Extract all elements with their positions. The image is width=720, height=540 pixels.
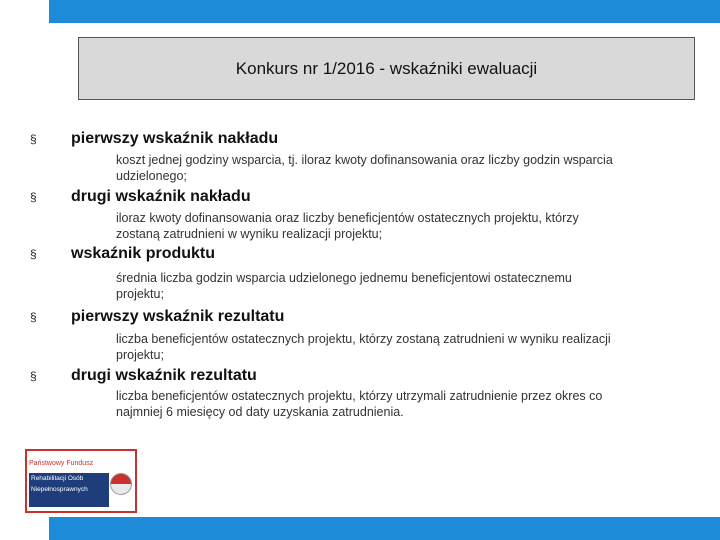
indicator-title: drugi wskaźnik rezultatu (71, 367, 257, 384)
top-accent-bar (49, 0, 720, 23)
indicator-title: pierwszy wskaźnik rezultatu (71, 308, 285, 325)
indicator-description (116, 270, 688, 302)
indicator-description (116, 152, 688, 184)
description-line: najmniej 6 miesięcy od daty uzyskania zatrudnienia. (116, 405, 404, 419)
pfron-logo (25, 449, 137, 513)
indicator-title: pierwszy wskaźnik nakładu (71, 130, 279, 147)
indicator-description (116, 210, 688, 242)
indicator-description (116, 331, 688, 363)
description-line: projektu; (116, 287, 164, 301)
logo-line-3: Niepełnosprawnych (31, 486, 88, 493)
indicator-description (116, 388, 688, 420)
logo-line-2: Rehabilitacji Osób (31, 475, 84, 482)
bullet-icon: § (30, 247, 37, 261)
indicator-title: drugi wskaźnik nakładu (71, 188, 251, 205)
description-line: liczba beneficjentów ostatecznych projektu, którzy utrzymali zatrudnienie przez okres co (116, 389, 603, 403)
slide-title-box (78, 37, 695, 100)
description-line: liczba beneficjentów ostatecznych projektu, którzy zostaną zatrudnieni w wyniku realizacji (116, 332, 611, 346)
bullet-icon: § (30, 369, 37, 383)
top-bar-left-block (0, 0, 49, 23)
description-line: średnia liczba godzin wsparcia udzielonego jednemu beneficjentowi ostatecznemu (116, 271, 572, 285)
description-line: udzielonego; (116, 169, 187, 183)
description-line: koszt jednej godziny wsparcia, tj. iloraz kwoty dofinansowania oraz liczby godzin wsparcia (116, 153, 613, 167)
bullet-icon: § (30, 190, 37, 204)
description-line: projektu; (116, 348, 164, 362)
slide-title: Konkurs nr 1/2016 - wskaźniki ewaluacji (235, 58, 538, 78)
bottom-accent-bar (49, 517, 720, 540)
description-line: zostaną zatrudnieni w wyniku realizacji projektu; (116, 227, 383, 241)
logo-line-1: Państwowy Fundusz (29, 460, 94, 467)
logo-blue-box (29, 473, 109, 507)
indicator-title: wskaźnik produktu (71, 245, 216, 262)
bullet-icon: § (30, 132, 37, 146)
bullet-icon: § (30, 310, 37, 324)
description-line: iloraz kwoty dofinansowania oraz liczby beneficjentów ostatecznych projektu, którzy (116, 211, 579, 225)
logo-circle-icon (110, 473, 132, 495)
